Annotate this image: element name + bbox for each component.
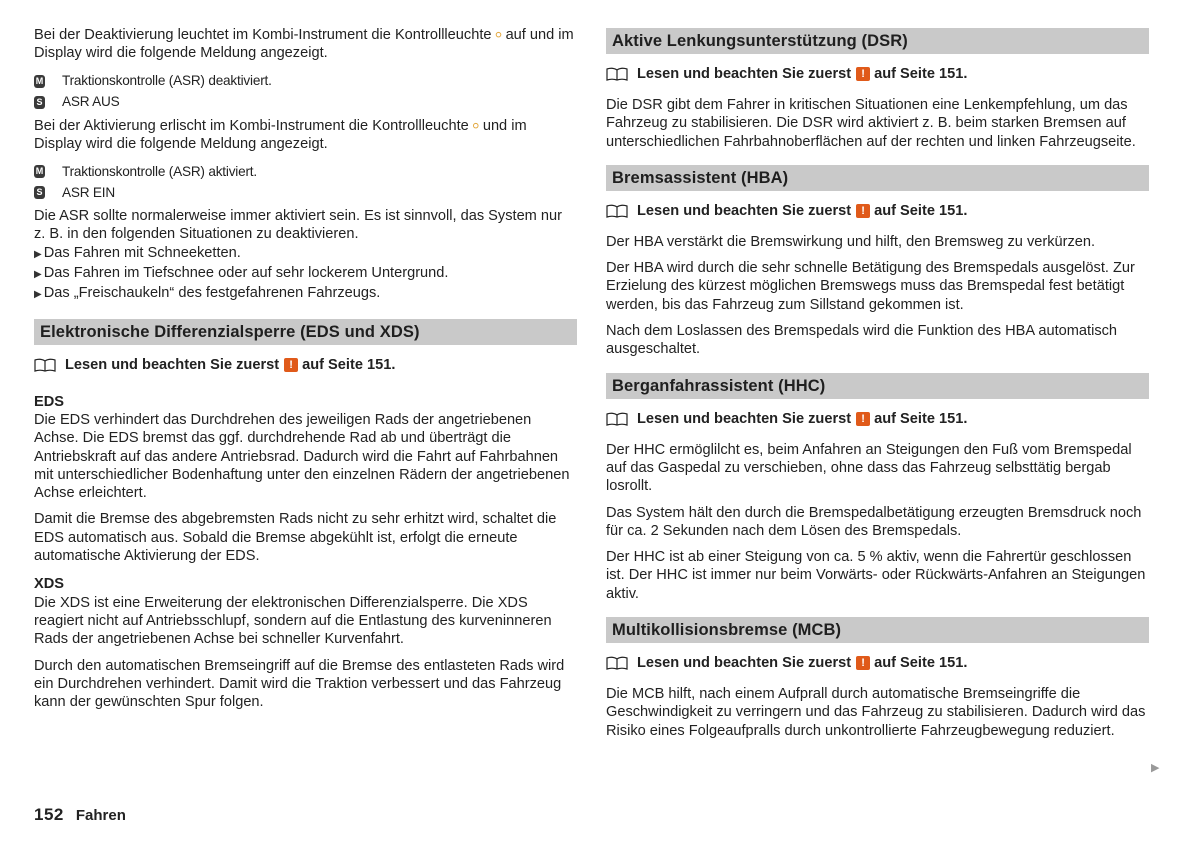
paragraph: Die XDS ist eine Erweiterung der elektronischen Differenzialsperre. Die XDS reagiert nicht auf Antriebsschlupf, sondern auf die Entlastung des kurveninneren Rads der angetriebenen Achse bei schneller Kurvenfahrt. (34, 594, 552, 648)
paragraph: Die MCB hilft, nach einem Aufprall durch automatische Bremseingriffe die Geschwindigkeit zu verringern und das Fahrzeug zu stabilisieren. Dadurch wird das Risiko eines Folgeaufpralls durch unkontrollierte Fahrzeugbewegung reduziert. (606, 686, 1146, 739)
bullet-arrow-icon: ▶ (34, 289, 42, 301)
subheading-eds: EDS (34, 393, 65, 410)
paragraph: Der HHC ermöglilcht es, beim Anfahren an Steigungen den Fuß vom Bremspedal auf das Gaspedal zu verschieben, ohne dass das Fahrzeug selbsttätig bergab losrollt. (606, 441, 1132, 495)
list-item (34, 244, 577, 264)
list-item-text: Das Fahren im Tiefschnee oder auf sehr lockerem Untergrund. (43, 265, 449, 282)
section-heading-mcb: Multikollisionsbremse (MCB) (606, 617, 1149, 643)
paragraph: Damit die Bremse des abgebremsten Rads nicht zu sehr erhitzt wird, schaltet die EDS automatisch aus. Sobald die Bremse abgekühlt ist, erfolgt die erneute automatische Aktivierung der EDS. (34, 511, 557, 565)
book-icon (606, 412, 628, 426)
traction-warning-lamp-icon: ⚪ (470, 118, 481, 133)
right-column (606, 26, 1149, 748)
warning-icon: ! (856, 204, 870, 218)
paragraph: Der HHC ist ab einer Steigung von ca. 5 % aktiv, wenn die Fahrertür geschlossen ist. Der HHC ist immer nur beim Vorwärts- oder Rückwärts-Anfahren an Steigungen aktiv. (606, 549, 1146, 602)
cross-reference (606, 653, 1149, 673)
book-icon (606, 656, 628, 670)
page-number: 152 (34, 805, 64, 824)
segment-display-icon: S (34, 186, 45, 199)
paragraph: Der HBA wird durch die sehr schnelle Betätigung des Bremspedals ausgelöst. Zur Erzielung des kürzest möglichen Bremswegs muss das Bremspedal fest betätigt werden, bis das Fahrzeug zum Sillstand gekommen ist. (606, 260, 1135, 313)
paragraph-text: Bei der Aktivierung erlischt im Kombi-Instrument die Kontrollleuchte (34, 117, 469, 134)
page-footer (34, 805, 126, 825)
paragraph: Die DSR gibt dem Fahrer in kritischen Situationen eine Lenkempfehlung, um das Fahrzeug zu stabilisieren. Die DSR wird aktiviert z. B. beim starken Bremsen auf unterschiedlichen Fahrbahnoberflächen auf der rechten und linken Fahrzeugseite. (606, 97, 1136, 150)
reference-text: Lesen und beachten Sie zuerst (637, 410, 852, 427)
paragraph-text: und im Display wird die folgende Meldung angezeigt. (34, 117, 527, 152)
reference-text: Lesen und beachten Sie zuerst (637, 202, 852, 219)
list-item (34, 284, 577, 304)
reference-link[interactable]: auf Seite 151. (874, 654, 968, 671)
reference-text: Lesen und beachten Sie zuerst (637, 654, 852, 671)
list-item-text: Das „Freischaukeln“ des festgefahrenen Fahrzeugs. (43, 285, 381, 302)
paragraph-text: auf und im Display wird die folgende Meldung angezeigt. (34, 27, 574, 62)
cross-reference (34, 355, 577, 375)
paragraph-text: Bei der Deaktivierung leuchtet im Kombi-Instrument die Kontrollleuchte (34, 27, 492, 43)
section-heading-hhc: Berganfahrassistent (HHC) (606, 373, 1149, 399)
reference-link[interactable]: auf Seite 151. (302, 356, 396, 373)
list-item-text: Das Fahren mit Schneeketten. (43, 244, 241, 261)
subheading-xds: XDS (34, 576, 65, 593)
maxi-dot-icon: M (35, 75, 44, 86)
warning-icon: ! (856, 67, 870, 81)
warning-icon: ! (856, 412, 870, 426)
paragraph: Nach dem Loslassen des Bremspedals wird die Funktion des HBA automatisch ausgeschaltet. (606, 323, 1118, 358)
book-icon (606, 67, 628, 81)
paragraph: Durch den automatischen Bremseingriff auf die Bremse des entlasteten Rads wird ein Durchdrehen verhindert. Damit wird die Traktion verbessert und das Fahrzeug kann der gewünschten Spur folgen. (34, 657, 565, 711)
display-message (34, 92, 577, 113)
reference-link[interactable]: auf Seite 151. (874, 65, 968, 82)
reference-link[interactable]: auf Seite 151. (874, 202, 968, 219)
left-column (34, 26, 577, 719)
book-icon (606, 204, 628, 218)
display-message-text: ASR AUS (62, 93, 120, 109)
section-heading-dsr: Aktive Lenkungsunterstützung (DSR) (606, 28, 1149, 54)
display-message (34, 71, 577, 92)
display-message-text: Traktionskontrolle (ASR) deaktiviert. (62, 72, 272, 88)
maxi-dot-icon: M (35, 166, 44, 177)
warning-icon: ! (856, 656, 870, 670)
list-item (34, 264, 577, 284)
section-heading-eds: Elektronische Differenzialsperre (EDS und XDS) (34, 319, 577, 345)
section-heading-hba: Bremsassistent (HBA) (606, 165, 1149, 191)
display-message-text: ASR EIN (62, 184, 115, 200)
paragraph (34, 26, 577, 63)
paragraph: Der HBA verstärkt die Bremswirkung und hilft, den Bremsweg zu verkürzen. (606, 233, 1096, 250)
cross-reference (606, 64, 1149, 84)
book-icon (34, 358, 56, 372)
paragraph: Die ASR sollte normalerweise immer aktiviert sein. Es ist sinnvoll, das System nur z. B. in den folgenden Situationen zu deaktivieren. (34, 208, 562, 243)
continue-arrow-icon: ▶ (1151, 762, 1160, 774)
reference-link[interactable]: auf Seite 151. (874, 410, 968, 427)
paragraph: Die EDS verhindert das Durchdrehen des jeweiligen Rads der angetriebenen Achse. Die EDS bremst das ggf. durchdrehende Rad ab und überträgt die Antriebskraft auf das andere Antriebsrad. Dadurch wird die Fahrt auf Fahrbahnen mit unterschiedlicher Bodenhaftung unter den einzelnen Rädern der angetriebenen Achse erleichtert. (34, 411, 570, 502)
display-message (34, 182, 577, 203)
reference-text: Lesen und beachten Sie zuerst (637, 65, 852, 82)
bullet-list (34, 244, 577, 305)
paragraph: Das System hält den durch die Bremspedalbetätigung erzeugten Bremsdruck noch für ca. 2 Sekunden nach dem Lösen des Bremspedals. (606, 504, 1142, 539)
reference-text: Lesen und beachten Sie zuerst (65, 356, 280, 373)
bullet-arrow-icon: ▶ (34, 248, 42, 260)
bullet-arrow-icon: ▶ (34, 269, 42, 281)
cross-reference (606, 409, 1149, 429)
segment-display-icon: S (34, 96, 45, 109)
display-message-text: Traktionskontrolle (ASR) aktiviert. (62, 163, 257, 179)
cross-reference (606, 201, 1149, 221)
chapter-title: Fahren (75, 807, 126, 824)
display-message (34, 161, 577, 182)
paragraph (34, 117, 577, 154)
traction-warning-lamp-icon: ⚪ (493, 28, 504, 42)
warning-icon: ! (284, 358, 298, 372)
